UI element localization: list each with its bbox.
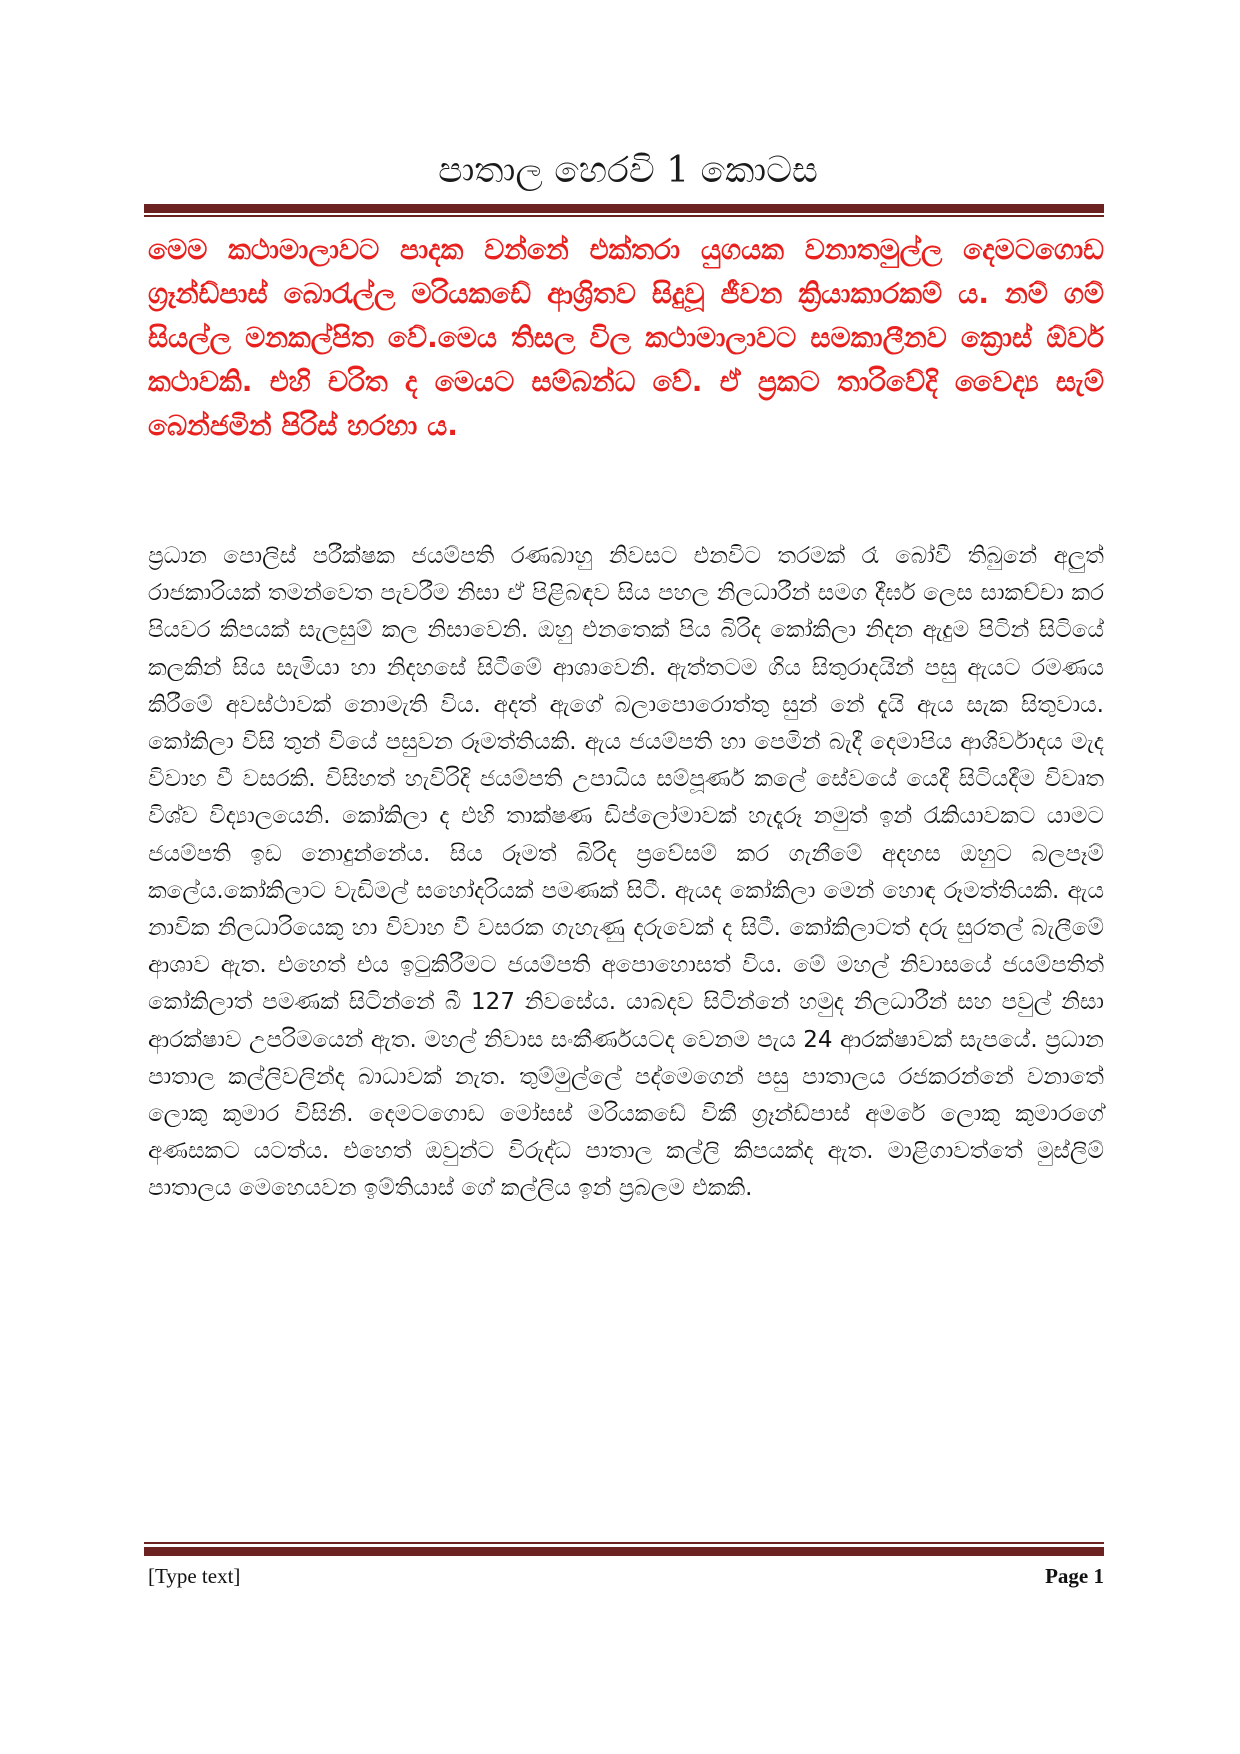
body-paragraph: ප්‍රධාන පොලිස් පරීක්ෂක ජයම්පති රණබාහු නිවසට එනවිට තරමක් රෑ බෝවී තිබුනේ අලුත් රාජකාරියක් තමන්වෙත පැවරීම නිසා ඒ පිළිබඳව සිය පහල නිලධාරීන් සමග දීර්ඝ ලෙස සාකච්චා කර පියවර කිපයක් සැලසුම් කල නිසාවෙනි. ඔහු එනතෙක් පිය බිරිද කෝකිලා නිදන ඇදුම පිටින් සිටියේ කලකින් සිය සැමියා හා නිදහසේ සිටීමේ ආශාවෙනි. ඇත්තටම ගිය සිතුරාදයින් පසු ඇයට රමණය කිරීමේ අවස්ථාවක් නොමැති විය. අදත් ඇගේ බලාපොරොත්තු සුන් නේ දැයි ඇය සැක සිතුවාය. කෝකිලා විසි තුන් වියේ පසුවන රූමත්තියකි. ඇය ජයම්පති හා පෙමින් බැදී දෙමාපිය ආශිර්වාදය මැද විවාහ වී වසරකි. විසිහත් හැවිරිදි ජයම්පති උපාධිය සම්පූර්ණ කලේ සේවයේ යෙදී සිටියදීම විවෘත විශ්ව විද්‍යාලයෙනි. කෝකිලා ද එහි තාක්ෂණ ඩිප්ලෝමාවක් හැදෑරූ නමුත් ඉන් රැකියාවකට යාමට ජයම්පති ඉඩ නොදුන්නේය. සිය රූමත් බිරිද ප්‍රවේසම් කර ගැනීමේ අදහස ඔහුට බලපෑම් කලේය.කෝකිලාට වැඩිමල් සහෝදරියක් පමණක් සිටී. ඇයද කෝකිලා මෙන් හොඳ රූමත්තියකි. ඇය නාවික නිලධාරියෙකු හා විවාහ වී වසරක ගැහැණු දරුවෙක් ද සිටී. කෝකිලාටත් දරු සුරතල් බැලීමේ ආශාව ඇත. එහෙත් එය ඉටුකිරීමට ජයම්පති අපොහොසත් විය. මේ මහල් නිවාසයේ ජයම්පතිත් කෝකිලාත් පමණක් සිටින්නේ බී 127 නිවසේය. යාබදව සිටින්නේ හමුද නිලධාරීන් සහ පවුල් නිසා ආරක්ෂාව උපරිමයෙන් ඇත. මහල් නිවාස සංකීර්ණයටද වෙනම පැය 24 ආරක්ෂාවක් සැපයේ. ප්‍රධාන පාතාල කල්ලිවලින්ද බාධාවක් නැත. තුම්මුල්ලේ පද්මෙගෙන් පසු පාතාලය රජකරන්නේ වනාතේ ලොකු කුමාර විසිනි. දෙමටගොඩ මෝසස් මරියකඩේ විකී ග්‍රෑන්ඩ්පාස් අමරේ ලොකු කුමාරගේ අණසකට යටත්ය. එහෙත් ඔවුන්ට විරුද්ධ පාතාල කල්ලි කිපයක්ද ඇත. මාළිගාවත්තේ මුස්ලිම් පාතාලය මෙහෙයවන ඉම්තියාස් ගේ කල්ලිය ඉන් ප්‍රබලම එකකි. [148, 543, 1104, 1202]
page-title: පාතාල හෙරවි 1 කොටස [438, 150, 818, 191]
page-number: Page 1 [1045, 1564, 1104, 1588]
footer-rule-thin [144, 1542, 1104, 1544]
header-rule-thin [144, 215, 1104, 217]
footer-rule-thick [144, 1547, 1104, 1556]
footer-left-text: [Type text] [148, 1564, 241, 1588]
intro-paragraph: මෙම කථාමාලාවට පාදක වන්නේ එක්තරා යුගයක වනාතමුල්ල දෙමටගොඩ ග්‍රෑන්ඩ්පාස් බොරැල්ල මරියකඩේ ආශ්‍රිතව සිදුවූ ජීවන ක්‍රියාකාරකම් ය. නම් ගම් සියල්ල මනකල්පිත වේ.මෙය තිසල විල කථාමාලාවට සමකාලීනව ක්‍රොස් ඕවර් කථාවකි. එහි චරිත ද මෙයට සම්බන්ධ වේ. ඒ ප්‍රකට තාරිවේදි වෛද්‍ය සැම් බෙන්ජමින් පිරිස් හරහා ය. [148, 233, 1104, 442]
header-rule-thick [144, 204, 1104, 213]
